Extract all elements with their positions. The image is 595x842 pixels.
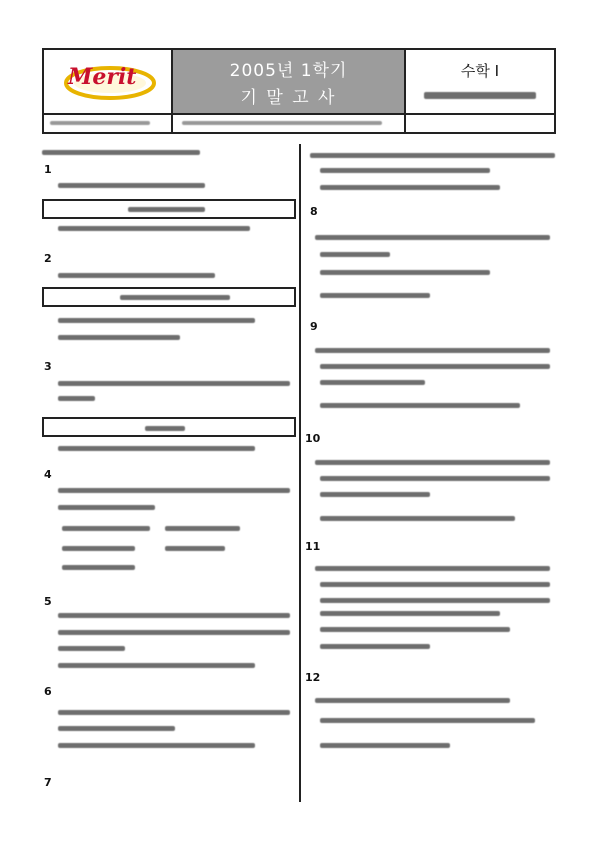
illegible-text-line (320, 492, 430, 497)
illegible-text-line (58, 273, 215, 278)
illegible-text-line (58, 226, 250, 231)
illegible-text-line (58, 505, 155, 510)
illegible-text-line (320, 168, 490, 173)
illegible-text-line (320, 516, 515, 521)
question-number: 7 (44, 776, 52, 789)
question-number: 1 (44, 163, 52, 176)
logo-text: Merit (68, 64, 137, 90)
illegible-text-line (315, 235, 550, 240)
illegible-text-line (128, 207, 205, 212)
question-number: 11 (305, 540, 321, 553)
illegible-text-line (62, 546, 135, 551)
illegible-text-line (315, 698, 510, 703)
illegible-text-line (320, 718, 535, 723)
question-number: 4 (44, 468, 52, 481)
illegible-text-line (120, 295, 230, 300)
illegible-text-line (320, 293, 430, 298)
illegible-text-line (320, 611, 500, 616)
illegible-text-line (424, 92, 536, 99)
exam-type: 기 말 고 사 (240, 88, 337, 108)
illegible-text-line (320, 185, 500, 190)
question-number: 9 (310, 320, 318, 333)
illegible-text-line (58, 726, 175, 731)
illegible-text-line (62, 526, 150, 531)
illegible-text-line (58, 381, 290, 386)
illegible-text-line (58, 710, 290, 715)
illegible-text-line (50, 121, 150, 125)
illegible-text-line (58, 663, 255, 668)
question-number: 8 (310, 205, 318, 218)
question-number: 10 (305, 432, 321, 445)
illegible-text-line (62, 565, 135, 570)
illegible-text-line (320, 598, 550, 603)
illegible-text-line (58, 646, 125, 651)
illegible-text-line (58, 743, 255, 748)
illegible-text-line (58, 396, 95, 401)
illegible-text-line (58, 488, 290, 493)
illegible-text-line (320, 476, 550, 481)
question-number: 2 (44, 252, 52, 265)
illegible-text-line (320, 743, 450, 748)
illegible-text-line (58, 446, 255, 451)
illegible-text-line (182, 121, 382, 125)
logo (44, 50, 171, 113)
illegible-text-line (315, 566, 550, 571)
exam-title-block (173, 50, 404, 113)
subject-block (406, 50, 554, 113)
illegible-text-line (145, 426, 185, 431)
illegible-text-line (58, 183, 205, 188)
column-divider (299, 144, 301, 802)
illegible-text-line (315, 348, 550, 353)
illegible-text-line (42, 150, 200, 155)
header-row-divider (42, 113, 556, 115)
illegible-text-line (320, 364, 550, 369)
illegible-text-line (320, 644, 430, 649)
illegible-text-line (320, 582, 550, 587)
illegible-text-line (320, 380, 425, 385)
question-number: 6 (44, 685, 52, 698)
question-number: 5 (44, 595, 52, 608)
illegible-text-line (58, 630, 290, 635)
illegible-text-line (320, 252, 390, 257)
illegible-text-line (58, 335, 180, 340)
illegible-text-line (320, 270, 490, 275)
illegible-text-line (320, 403, 520, 408)
exam-term: 2005년 1학기 (229, 61, 348, 81)
illegible-text-line (58, 318, 255, 323)
question-number: 3 (44, 360, 52, 373)
illegible-text-line (165, 526, 240, 531)
illegible-text-line (310, 153, 555, 158)
illegible-text-line (320, 627, 510, 632)
subject-name: 수학 I (460, 62, 500, 80)
question-number: 12 (305, 671, 321, 684)
illegible-text-line (58, 613, 290, 618)
illegible-text-line (315, 460, 550, 465)
illegible-text-line (165, 546, 225, 551)
